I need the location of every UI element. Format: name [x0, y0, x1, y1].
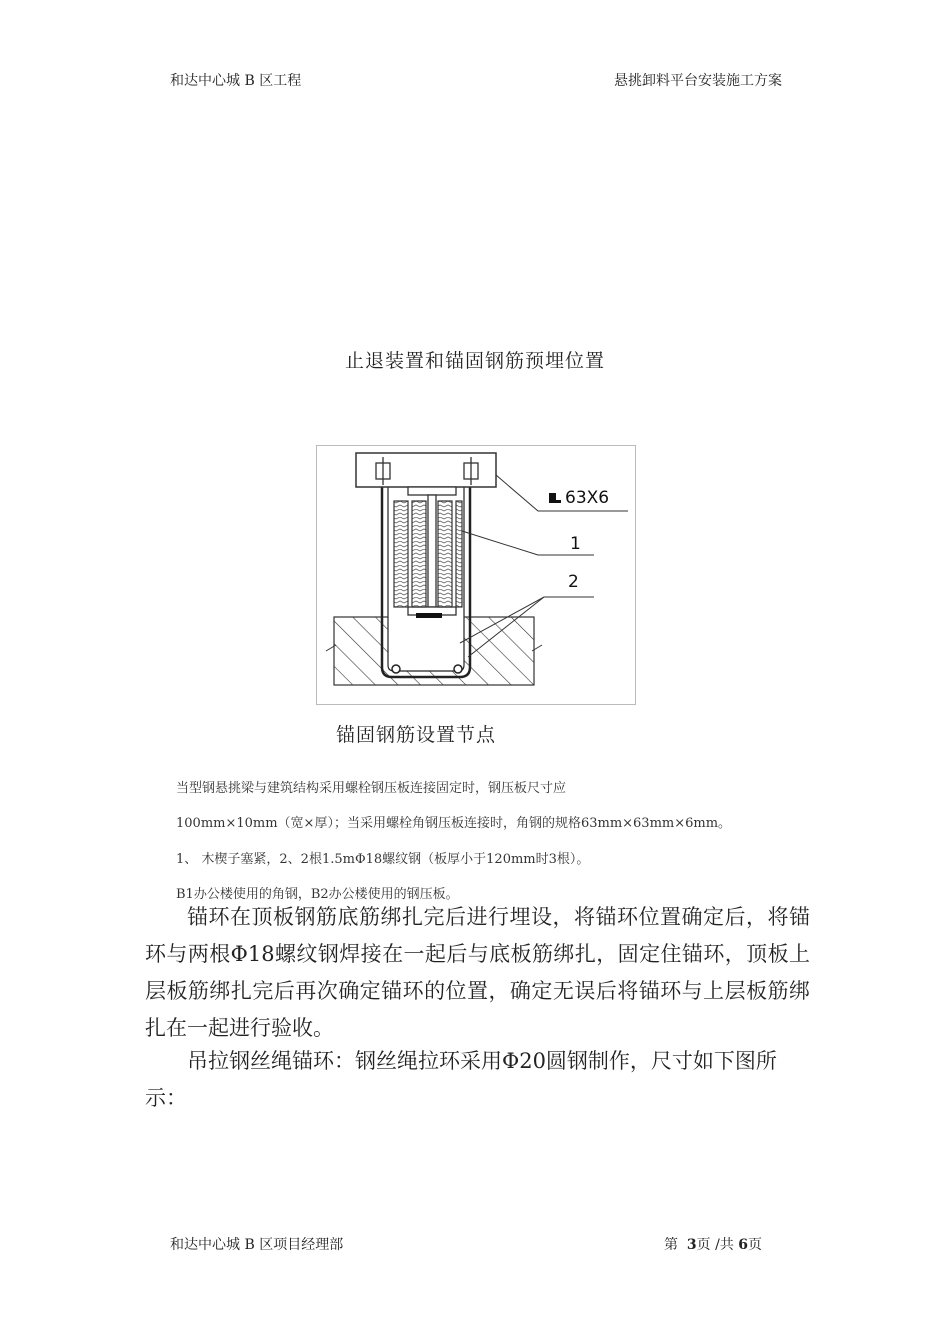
- note-line-4: B1办公楼使用的角钢，B2办公楼使用的钢压板。: [176, 887, 459, 902]
- wood-wedge-2: [412, 501, 426, 607]
- note-line-2: 100mm×10mm（宽×厚）；当采用螺栓角钢压板连接时，角钢的规格63mm×63mm×6mm。: [176, 816, 732, 831]
- page-total: 6: [738, 1237, 749, 1253]
- label-item1: 1: [570, 534, 581, 554]
- label-item2: 2: [568, 572, 579, 592]
- note-line-1: 当型钢悬挑梁与建筑结构采用螺栓钢压板连接固定时，钢压板尺寸应: [176, 781, 567, 796]
- label-angle-steel: 63X6: [565, 488, 610, 508]
- figure-caption: 锚固钢筋设置节点: [336, 724, 497, 746]
- rebar-right: [454, 665, 462, 673]
- rebar-left: [392, 665, 400, 673]
- page-mid: 页 /共: [696, 1237, 734, 1253]
- anchor-detail-figure: [316, 445, 636, 705]
- section-title: 止退装置和锚固钢筋预埋位置: [344, 350, 605, 372]
- ibeam-top-flange: [408, 487, 456, 495]
- page-current: 3: [686, 1237, 697, 1253]
- body-paragraph-2: 吊拉钢丝绳锚环：钢丝绳拉环采用Φ20圆钢制作，尺寸如下图所示：: [145, 1049, 777, 1110]
- page-suffix: 页: [748, 1237, 763, 1253]
- header-left: 和达中心城 B 区工程: [170, 73, 302, 89]
- header-right: 悬挑卸料平台安装施工方案: [614, 73, 782, 89]
- wood-wedge-3: [438, 501, 452, 607]
- body-paragraph-1: 锚环在顶板钢筋底筋绑扎完后进行埋设，将锚环位置确定后，将锚环与两根Φ18螺纹钢焊接在一起后与底板筋绑扎，固定住锚环，顶板上层板筋绑扎完后再次确定锚环的位置，确定无误后将锚环与上层板筋绑扎在一起进行验收。: [145, 905, 810, 1040]
- note-line-3: 1、 木楔子塞紧，2、2根1.5mΦ18螺纹钢（板厚小于120mm时3根）。: [176, 852, 590, 867]
- page-number: [664, 1234, 762, 1254]
- ibeam-web: [428, 495, 436, 607]
- anchor-detail-drawing: [316, 445, 636, 705]
- wood-wedge-1: [394, 501, 408, 607]
- page-prefix: 第: [664, 1237, 678, 1253]
- wood-wedge-4: [456, 501, 462, 607]
- base-plate: [416, 613, 442, 618]
- footer-left: 和达中心城 B 区项目经理部: [170, 1237, 344, 1253]
